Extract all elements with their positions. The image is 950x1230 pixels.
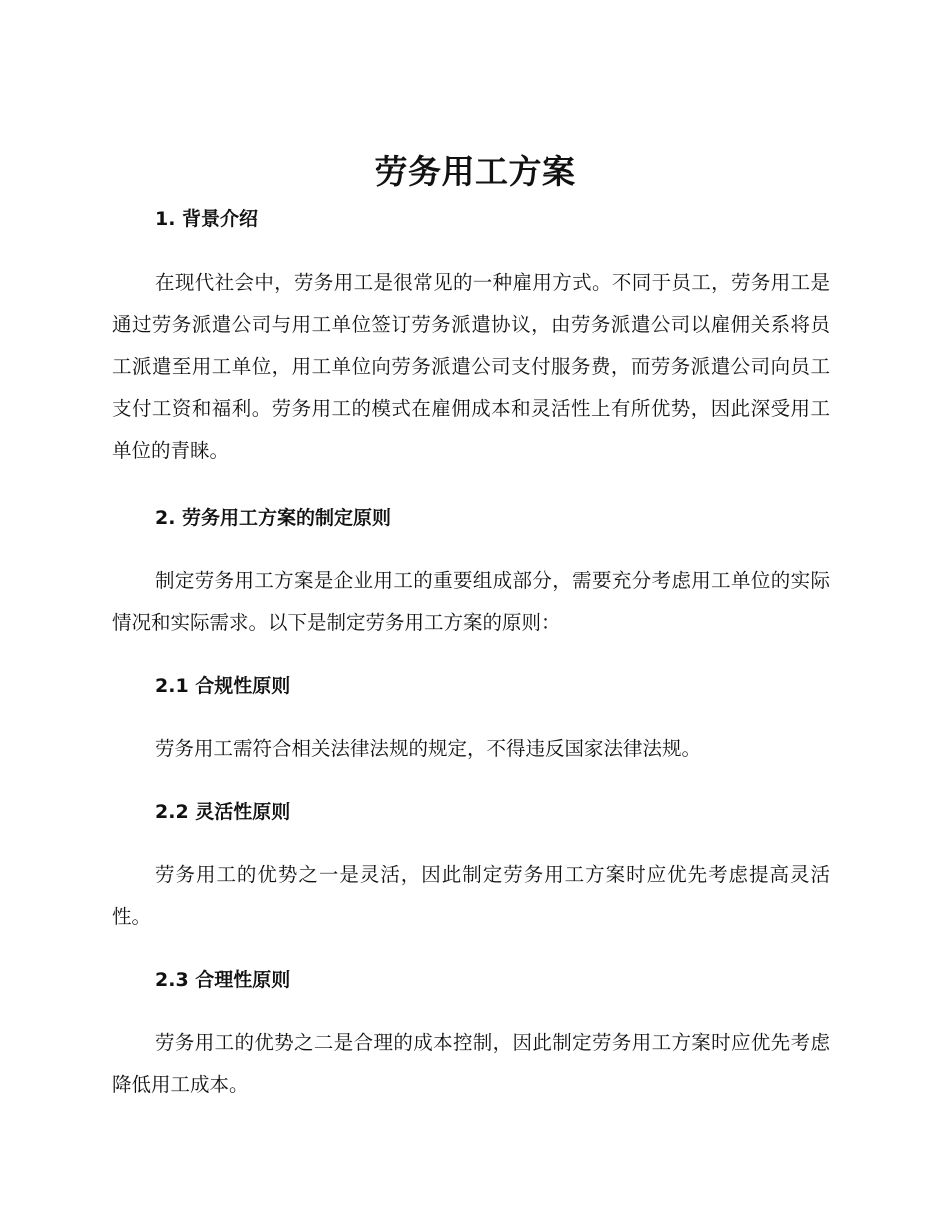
section-paragraph-principles: 制定劳务用工方案是企业用工的重要组成部分，需要充分考虑用工单位的实际情况和实际需求。以下是制定劳务用工方案的原则：: [112, 569, 830, 634]
section-heading-flexibility: 2.2 灵活性原则: [155, 801, 291, 823]
section-paragraph-rationality: 劳务用工的优势之二是合理的成本控制，因此制定劳务用工方案时应优先考虑降低用工成本。: [112, 1031, 830, 1096]
section-heading-compliance: 2.1 合规性原则: [155, 675, 291, 697]
document-body: [112, 202, 830, 1106]
section-heading-background: 1. 背景介绍: [155, 208, 259, 230]
section-paragraph-background: 在现代社会中，劳务用工是很常见的一种雇用方式。不同于员工，劳务用工是通过劳务派遣公司与用工单位签订劳务派遣协议，由劳务派遣公司以雇佣关系将员工派遣至用工单位，用工单位向劳务派遣公司支付服务费，而劳务派遣公司向员工支付工资和福利。劳务用工的模式在雇佣成本和灵活性上有所优势，因此深受用工单位的青睐。: [112, 271, 830, 462]
section-paragraph-flexibility: 劳务用工的优势之一是灵活，因此制定劳务用工方案时应优先考虑提高灵活性。: [112, 863, 830, 928]
section-heading-rationality: 2.3 合理性原则: [155, 969, 291, 991]
section-heading-principles: 2. 劳务用工方案的制定原则: [155, 507, 392, 529]
document-title: 劳务用工方案: [374, 152, 576, 191]
section-paragraph-compliance: 劳务用工需符合相关法律法规的规定，不得违反国家法律法规。: [155, 737, 702, 760]
